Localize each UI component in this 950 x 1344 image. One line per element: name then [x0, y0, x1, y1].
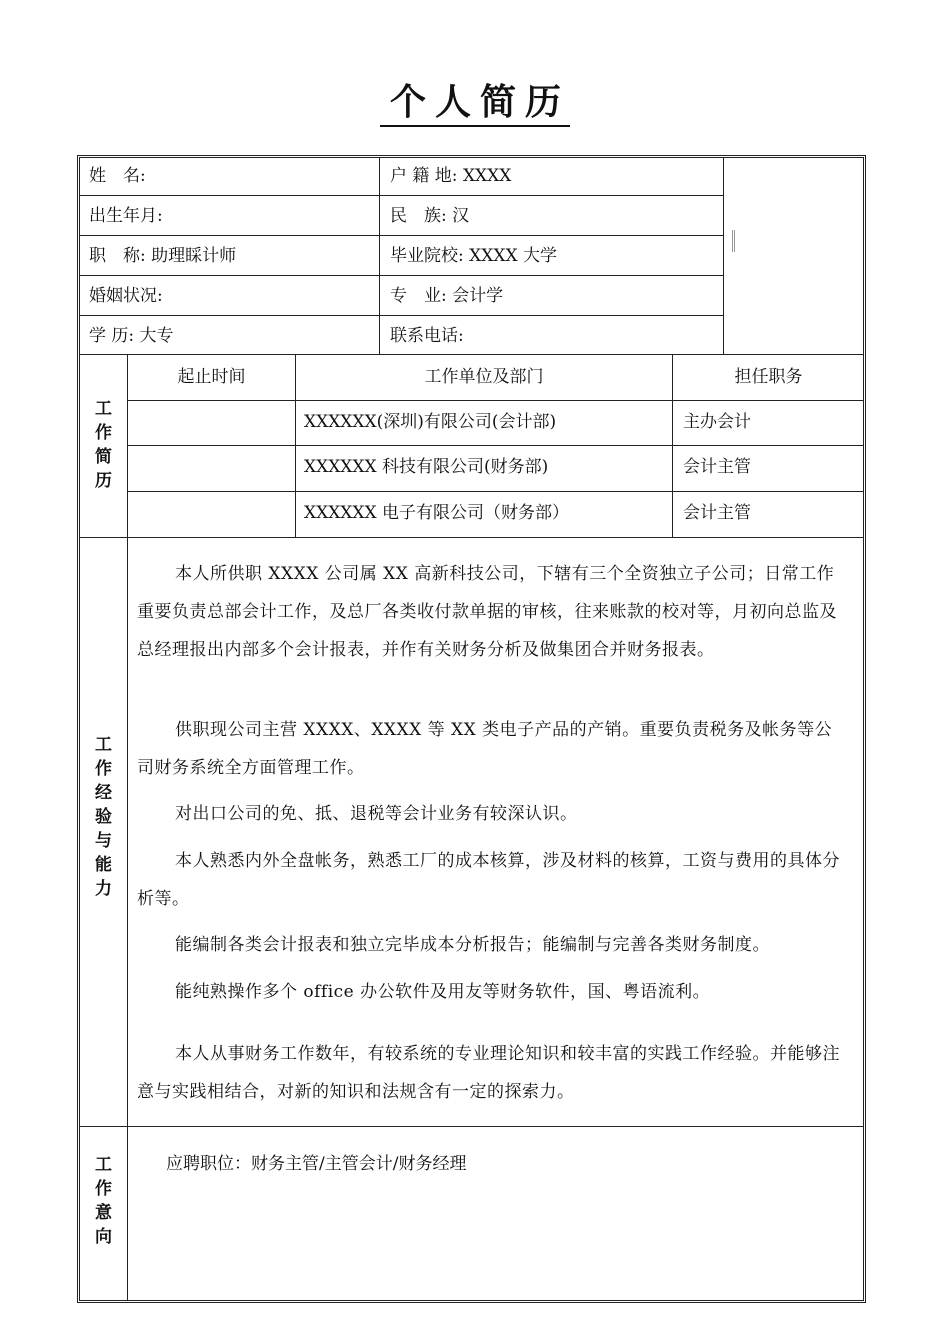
experience-paragraph: 对出口公司的免、抵、退税等会计业务有较深认识。	[175, 804, 578, 824]
birth-field: 出生年月:	[89, 206, 163, 226]
row-2-position: 会计主管	[683, 457, 751, 477]
divider	[79, 315, 723, 316]
resume-title: 个人简历	[0, 74, 950, 125]
divider	[127, 400, 864, 401]
work-history-label: 工 作 简 历	[95, 399, 112, 491]
divider	[79, 275, 723, 276]
header-position: 担任职务	[734, 367, 803, 387]
household-field: 户 籍 地: XXXX	[390, 166, 512, 186]
intention-label: 工 作 意 向	[95, 1155, 112, 1247]
row-1-company: XXXXXX(深圳)有限公司(会计部)	[304, 412, 557, 432]
divider	[723, 157, 724, 354]
divider	[127, 354, 128, 1301]
divider	[79, 537, 864, 538]
row-2-company: XXXXXX 科技有限公司(财务部)	[304, 457, 549, 477]
job-title-field: 职 称: 助理睬计师	[89, 246, 237, 266]
divider	[79, 1126, 864, 1127]
school-field: 毕业院校: XXXX 大学	[390, 246, 557, 266]
major-field: 专 业: 会计学	[390, 286, 504, 306]
divider	[79, 354, 864, 355]
header-company: 工作单位及部门	[424, 367, 544, 387]
experience-paragraph: 能编制各类会计报表和独立完毕成本分析报告；能编制与完善各类财务制度。	[175, 935, 770, 955]
row-3-company: XXXXXX 电子有限公司（财务部）	[304, 503, 570, 523]
marital-status-field: 婚姻状况:	[89, 286, 163, 306]
divider	[127, 491, 864, 492]
ethnicity-field: 民 族: 汉	[390, 206, 470, 226]
name-field: 姓 名:	[89, 166, 146, 186]
header-period: 起止时间	[177, 367, 246, 387]
row-3-position: 会计主管	[683, 503, 751, 523]
experience-label: 工 作 经 验 与 能 力	[95, 735, 112, 899]
divider	[127, 445, 864, 446]
experience-paragraph: 能纯熟操作多个 office 办公软件及用友等财务软件，国、粤语流利。	[175, 982, 711, 1002]
photo-placeholder-mark	[732, 230, 735, 252]
intention-text: 应聘职位：财务主管/主管会计/财务经理	[166, 1154, 467, 1174]
experience-paragraph: 供职现公司主营 XXXX、XXXX 等 XX 类电子产品的产销。重要负责税务及帐务等公司财务系统全方面管理工作。	[137, 720, 833, 778]
phone-field: 联系电话:	[390, 326, 464, 346]
divider	[379, 157, 380, 354]
education-field: 学 历: 大专	[89, 326, 174, 346]
experience-paragraph: 本人熟悉内外全盘帐务，熟悉工厂的成本核算，涉及材料的核算，工资与费用的具体分析等。	[137, 851, 840, 909]
divider	[79, 195, 723, 196]
divider	[79, 235, 723, 236]
experience-paragraph: 本人所供职 XXXX 公司属 XX 高新科技公司，下辖有三个全资独立子公司；日常工作重要负责总部会计工作，及总厂各类收付款单据的审核，往来账款的校对等，月初向总监及总经理报出内部多个会计报表，并作有关财务分析及做集团合并财务报表。	[137, 564, 837, 660]
experience-paragraph: 本人从事财务工作数年，有较系统的专业理论知识和较丰富的实践工作经验。并能够注意与实践相结合，对新的知识和法规含有一定的探索力。	[137, 1044, 840, 1102]
row-1-position: 主办会计	[683, 412, 751, 432]
